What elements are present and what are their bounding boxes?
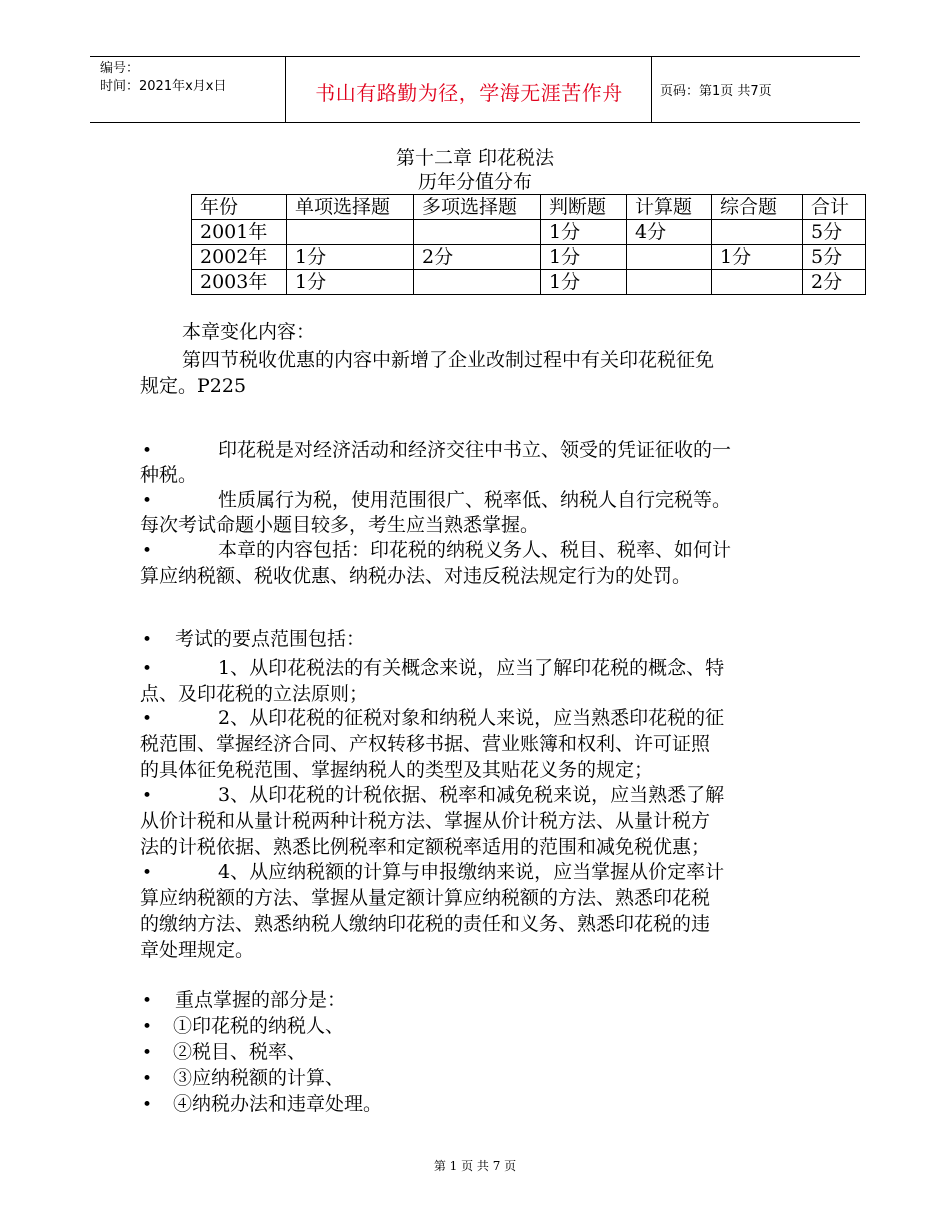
table-cell: 2分 xyxy=(803,270,866,295)
document-time-label: 时间：2021年x月x日 xyxy=(100,79,227,94)
table-header-row xyxy=(192,195,866,220)
bullet-marker: • xyxy=(142,1017,153,1037)
table-cell xyxy=(627,245,712,270)
table-header-cell: 计算题 xyxy=(627,195,712,220)
bullet-marker: • xyxy=(142,659,153,679)
document-number-label: 编号： xyxy=(100,61,140,76)
bullet-marker: • xyxy=(142,1095,153,1115)
table-cell: 2分 xyxy=(414,245,541,270)
scope-line: 算应纳税额的方法、掌握从量定额计算应纳税额的方法、熟悉印花税 xyxy=(140,887,711,909)
table-cell: 1分 xyxy=(287,245,414,270)
scope-line: 法的计税依据、熟悉比例税率和定额税率适用的范围和减免税优惠； xyxy=(140,836,711,858)
intro-line: 种税。 xyxy=(140,464,198,486)
bullet-marker: • xyxy=(142,863,153,883)
table-row xyxy=(192,245,866,270)
scope-line: 的缴纳方法、熟悉纳税人缴纳印花税的责任和义务、熟悉印花税的违 xyxy=(140,913,711,935)
bullet-marker: • xyxy=(142,630,153,650)
scope-line: 税范围、掌握经济合同、产权转移书据、营业账簿和权利、许可证照 xyxy=(140,733,711,755)
intro-line: 本章的内容包括：印花税的纳税义务人、税目、税率、如何计 xyxy=(218,539,732,561)
table-cell xyxy=(712,220,803,245)
scope-line: 从价计税和从量计税两种计税方法、掌握从价计税方法、从量计税方 xyxy=(140,810,711,832)
intro-line: 算应纳税额、税收优惠、纳税办法、对违反税法规定行为的处罚。 xyxy=(140,565,692,587)
bullet-marker: • xyxy=(142,1043,153,1063)
table-header-cell: 单项选择题 xyxy=(287,195,414,220)
bullet-marker: • xyxy=(142,709,153,729)
key-heading: 重点掌握的部分是： xyxy=(175,989,347,1011)
bullet-marker: • xyxy=(142,491,153,511)
table-cell: 2001年 xyxy=(192,220,287,245)
key-item: ②税目、税率、 xyxy=(173,1041,307,1063)
table-cell xyxy=(414,270,541,295)
scope-line: 1、从印花税法的有关概念来说，应当了解印花税的概念、特 xyxy=(218,657,725,679)
intro-line: 性质属行为税，使用范围很广、税率低、纳税人自行完税等。 xyxy=(218,489,732,511)
changes-heading: 本章变化内容： xyxy=(182,321,316,343)
table-header-cell: 年份 xyxy=(192,195,287,220)
chapter-title: 第十二章 印花税法 xyxy=(395,147,555,169)
scope-line: 4、从应纳税额的计算与申报缴纳来说，应当掌握从价定率计 xyxy=(218,861,725,883)
scope-line: 3、从印花税的计税依据、税率和减免税来说，应当熟悉了解 xyxy=(218,784,725,806)
header-bottom-rule xyxy=(90,122,860,123)
table-cell: 4分 xyxy=(627,220,712,245)
header-page-info: 页码：第1页 共7页 xyxy=(660,84,772,99)
table-cell: 1分 xyxy=(287,270,414,295)
intro-line: 印花税是对经济活动和经济交往中书立、领受的凭证征收的一 xyxy=(218,439,732,461)
table-cell: 5分 xyxy=(803,245,866,270)
intro-line: 每次考试命题小题目较多，考生应当熟悉掌握。 xyxy=(140,514,540,536)
header-divider-right xyxy=(651,57,652,123)
changes-text-line: 规定。P225 xyxy=(140,375,247,397)
key-item: ④纳税办法和违章处理。 xyxy=(173,1093,383,1115)
table-header-cell: 综合题 xyxy=(712,195,803,220)
table-cell: 1分 xyxy=(541,220,627,245)
table-cell: 1分 xyxy=(541,245,627,270)
table-cell: 1分 xyxy=(541,270,627,295)
table-cell xyxy=(287,220,414,245)
header-top-rule xyxy=(90,56,860,57)
changes-text-line: 第四节税收优惠的内容中新增了企业改制过程中有关印花税征免 xyxy=(182,349,715,371)
page-footer: 第 1 页 共 7 页 xyxy=(433,1159,517,1173)
table-header-cell: 合计 xyxy=(803,195,866,220)
table-cell xyxy=(712,270,803,295)
score-distribution-table xyxy=(191,194,866,295)
header-divider-left xyxy=(285,57,286,123)
bullet-marker: • xyxy=(142,786,153,806)
bullet-marker: • xyxy=(142,541,153,561)
header-motto: 书山有路勤为径，学海无涯苦作舟 xyxy=(315,81,623,105)
key-item: ③应纳税额的计算、 xyxy=(173,1067,345,1089)
scope-line: 2、从印花税的征税对象和纳税人来说，应当熟悉印花税的征 xyxy=(218,707,725,729)
table-cell: 1分 xyxy=(712,245,803,270)
table-row xyxy=(192,270,866,295)
table-row xyxy=(192,220,866,245)
scope-line: 的具体征免税范围、掌握纳税人的类型及其贴花义务的规定； xyxy=(140,759,654,781)
bullet-marker: • xyxy=(142,991,153,1011)
table-cell xyxy=(627,270,712,295)
table-cell: 5分 xyxy=(803,220,866,245)
scope-line: 章处理规定。 xyxy=(140,939,255,961)
table-header-cell: 多项选择题 xyxy=(414,195,541,220)
key-item: ①印花税的纳税人、 xyxy=(173,1015,345,1037)
table-cell: 2002年 xyxy=(192,245,287,270)
bullet-marker: • xyxy=(142,441,153,461)
bullet-marker: • xyxy=(142,1069,153,1089)
table-cell xyxy=(414,220,541,245)
table-header-cell: 判断题 xyxy=(541,195,627,220)
table-cell: 2003年 xyxy=(192,270,287,295)
scope-heading: 考试的要点范围包括： xyxy=(175,628,366,650)
scope-line: 点、及印花税的立法原则； xyxy=(140,683,369,705)
header-meta xyxy=(100,60,226,96)
table-title: 历年分值分布 xyxy=(417,171,532,193)
